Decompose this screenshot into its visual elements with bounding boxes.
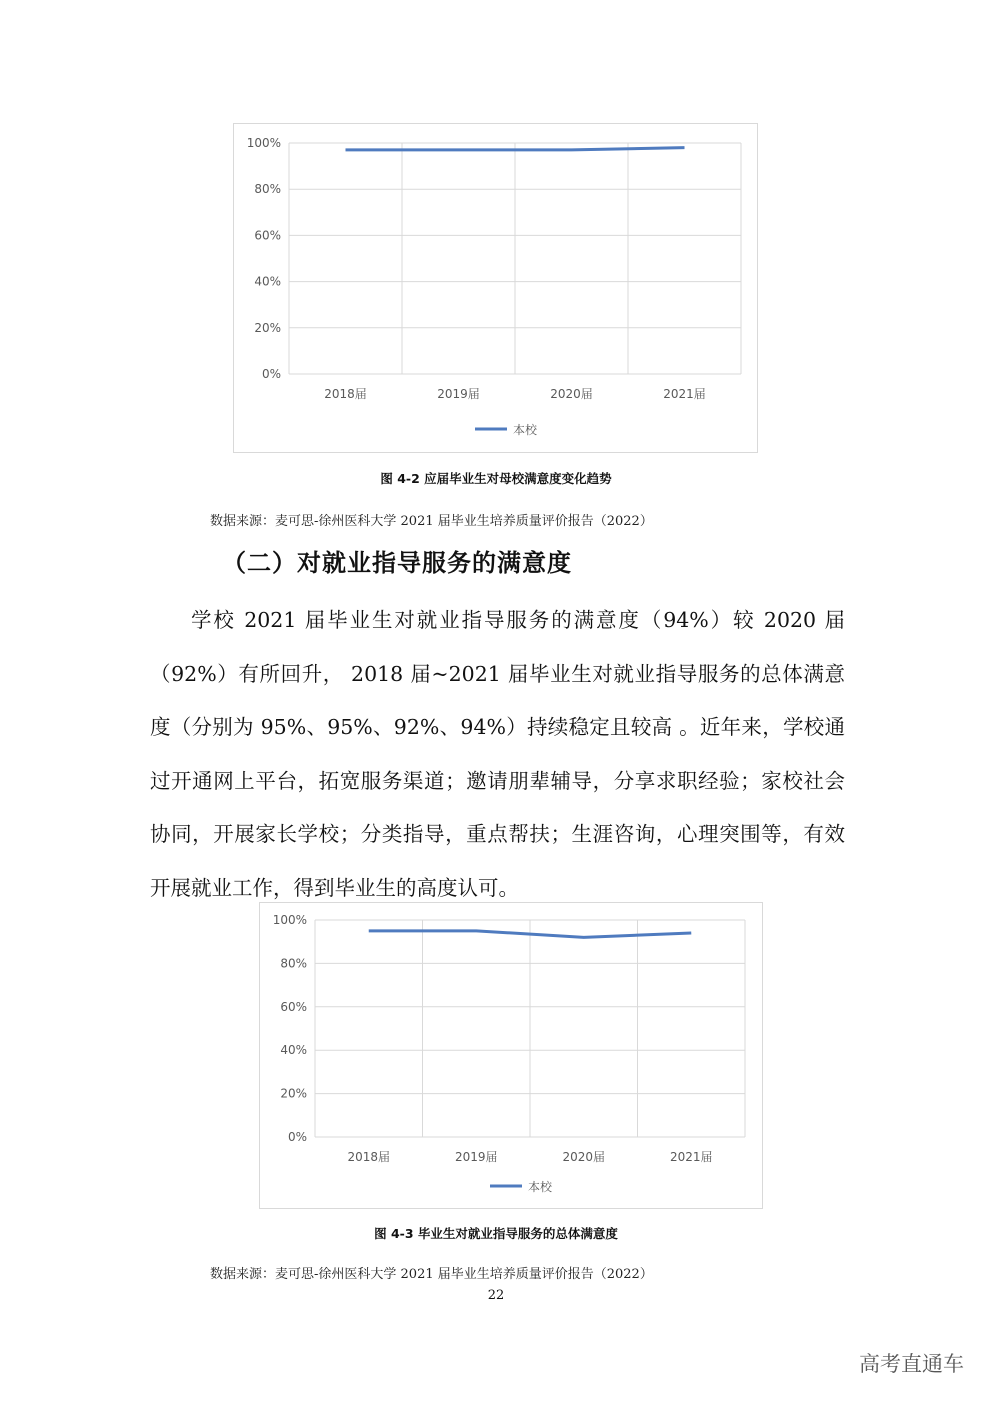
y-tick-label: 80% (280, 956, 307, 971)
chart-4-3 (259, 902, 763, 1209)
x-tick-label: 2021届 (669, 1150, 713, 1164)
x-tick-label: 2020届 (550, 387, 593, 401)
y-tick-label: 40% (280, 1043, 307, 1058)
data-source-4-2: 数据来源：麦可思-徐州医科大学 2021 届毕业生培养质量评价报告（2022） (210, 514, 653, 529)
figure-caption-4-2: 图 4-2 应届毕业生对母校满意度变化趋势 (380, 471, 612, 486)
chart-4-3-plot (260, 903, 762, 1208)
legend-label: 本校 (513, 423, 538, 437)
y-tick-label: 0% (261, 367, 281, 381)
chart-4-2-plot (234, 124, 757, 452)
x-tick-label: 2021届 (663, 387, 706, 401)
y-tick-label: 20% (254, 320, 281, 335)
x-tick-label: 2018届 (347, 1150, 391, 1164)
y-tick-label: 100% (272, 913, 307, 927)
y-tick-label: 40% (254, 274, 281, 289)
body-paragraph: 学校 2021 届毕业生对就业指导服务的满意度（94%）较 2020 届（92%）有所回升， 2018 届~2021 届毕业生对就业指导服务的总体满意度（分别为 95%、95%、92%、94%）持续稳定且较高 。近年来，学校通过开通网上平台，拓宽服务渠道；邀请朋辈辅导，分享求职经验；家校社会协同，开展家长学校；分类指导，重点帮扶；生涯咨询，心理突围等，有效开展就业工作，得到毕业生的高度认可。 (150, 608, 845, 900)
x-tick-label: 2018届 (324, 387, 367, 401)
y-tick-label: 20% (280, 1086, 307, 1101)
y-tick-label: 60% (280, 999, 307, 1014)
page-number: 22 (487, 1288, 505, 1303)
y-tick-label: 60% (254, 228, 281, 243)
x-tick-label: 2019届 (454, 1150, 498, 1164)
y-tick-label: 80% (254, 182, 281, 197)
figure-caption-4-3: 图 4-3 毕业生对就业指导服务的总体满意度 (374, 1226, 618, 1241)
legend-label: 本校 (528, 1180, 553, 1194)
y-tick-label: 0% (287, 1130, 307, 1144)
x-tick-label: 2019届 (437, 387, 480, 401)
watermark: 高考直通车 (859, 1352, 964, 1376)
x-tick-label: 2020届 (562, 1150, 606, 1164)
y-tick-label: 100% (246, 136, 281, 150)
data-source-4-3: 数据来源：麦可思-徐州医科大学 2021 届毕业生培养质量评价报告（2022） (210, 1267, 653, 1282)
chart-4-2 (233, 123, 758, 453)
section-heading: （二）对就业指导服务的满意度 (222, 549, 572, 577)
